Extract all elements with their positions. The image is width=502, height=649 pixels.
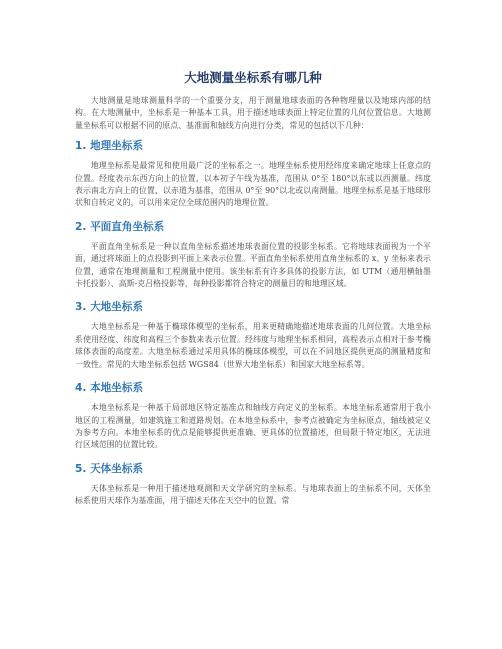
section-body-local: 本地坐标系是一种基于局部地区特定基准点和轴线方向定义的坐标系。本地坐标系通常用于我小地区的工程测量，如建筑施工和道路规划。在本地坐标系中，参考点被确定为坐标原点，轴线被定义为参考方向。本地坐标系的优点是能够提供更准确、更具体的位置描述，但局限于特定地区，无法进行区域范围的位置比较。 xyxy=(75,403,431,450)
section-body-geographic: 地理坐标系是最常见和使用最广泛的坐标系之一。地理坐标系使用经纬度来确定地球上任意点的位置。经度表示东西方向上的位置，以本初子午线为基准，范围从 0°至 180°以东或以西测量。纬度表示南北方向上的位置，以赤道为基准，范围从 0°至 90°以北或以南测量。地理坐标系是基于地球形状和自转定义的，可以用来定位全球范围内的地理位置。 xyxy=(75,161,431,208)
intro-paragraph: 大地测量是地球测量科学的一个重要分支，用于测量地球表面的各种物理量以及地球内部的结构。在大地测量中，坐标系是一种基本工具，用于描述地球表面上特定位置的几何位置信息。大地测量坐标系可以根据不同的原点、基准面和轴线方向进行分类，常见的包括以下几种： xyxy=(75,96,431,130)
section-heading-local: 4. 本地坐标系 xyxy=(75,382,144,395)
section-heading-celestial: 5. 天体坐标系 xyxy=(75,462,144,475)
section-heading-geographic: 1. 地理坐标系 xyxy=(75,140,144,153)
document-title: 大地测量坐标系有哪几种 xyxy=(184,70,322,85)
section-heading-plane-rectangular: 2. 平面直角坐标系 xyxy=(75,220,165,233)
section-body-geodetic: 大地坐标系是一种基于椭球体模型的坐标系，用来更精确地描述地球表面的几何位置。大地坐标系使用经度、纬度和高程三个参数来表示位置。经纬度与地理坐标系相同，高程表示点相对于参考椭球体表面的高度差。大地坐标系通过采用具体的椭球体模型，可以在不同地区提供更高的测量精度和一致性。常见的大地坐标系包括 WGS84（世界大地坐标系）和国家大地坐标系等。 xyxy=(75,322,431,369)
section-body-plane-rectangular: 平面直角坐标系是一种以直角坐标系描述地球表面位置的投影坐标系。它将地球表面视为一个平面，通过将球面上的点投影到平面上来表示位置。平面直角坐标系使用直角坐标系的 x、y 坐标来表示位置，通常在地理测量和工程测量中使用。该坐标系有许多具体的投影方法，如 UTM（通用横轴墨卡托投影）、高斯-克吕格投影等，每种投影都符合特定的测量目的和地理区域。 xyxy=(75,241,431,289)
section-heading-geodetic: 3. 大地坐标系 xyxy=(75,301,144,314)
document-page xyxy=(75,70,431,508)
section-body-celestial: 天体坐标系是一种用于描述地观测和天文学研究的坐标系。与地球表面上的坐标系不同，天体坐标系使用天球作为基准面，用于描述天体在天空中的位置。常 xyxy=(75,483,431,506)
